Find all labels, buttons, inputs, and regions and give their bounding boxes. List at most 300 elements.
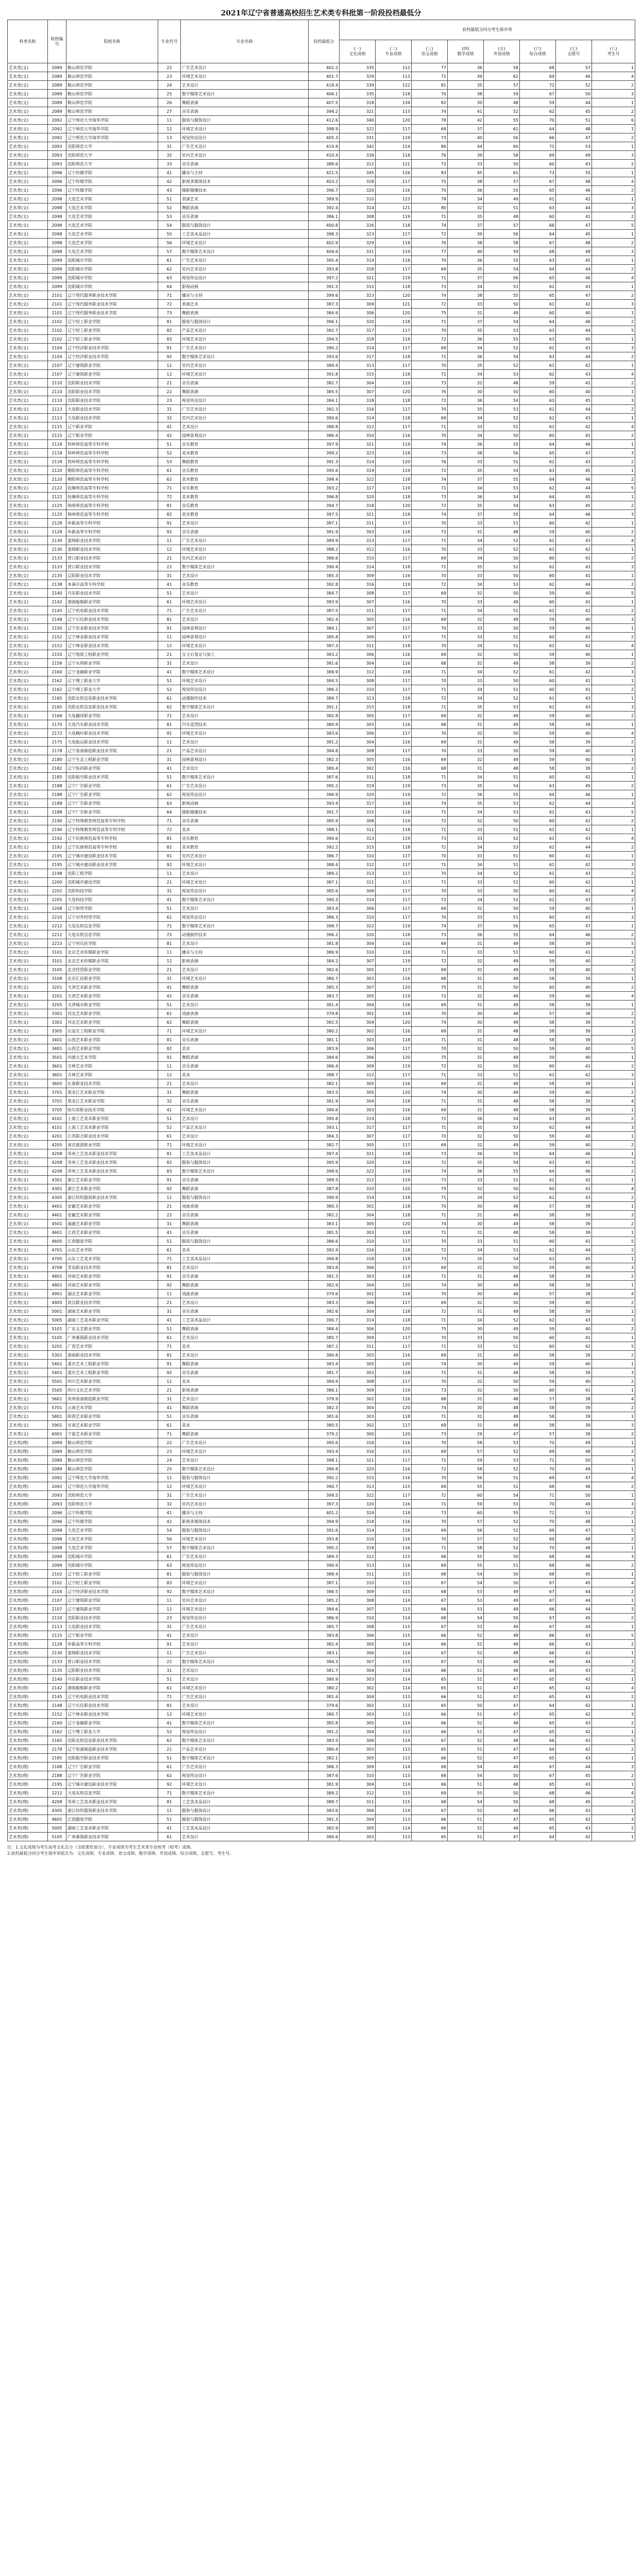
cell-wish-no: 50 bbox=[556, 1491, 592, 1500]
cell-professional: 118 bbox=[376, 641, 412, 650]
cell-major-name: 影视表演 bbox=[181, 1386, 309, 1395]
cell-total: 388.4 bbox=[309, 1570, 340, 1579]
header-category: 科类名称 bbox=[8, 20, 48, 63]
cell-major-code: 52 bbox=[158, 204, 181, 212]
cell-total: 381.5 bbox=[309, 1228, 340, 1237]
cell-exam-no: 2 bbox=[592, 457, 635, 466]
cell-professional: 117 bbox=[376, 1071, 412, 1079]
cell-foreign: 54 bbox=[484, 782, 520, 790]
cell-school-code: 5701 bbox=[48, 1403, 66, 1412]
cell-math: 33 bbox=[448, 422, 484, 431]
cell-total: 398.3 bbox=[309, 230, 340, 239]
cell-school-code: 4301 bbox=[48, 1184, 66, 1193]
cell-professional: 114 bbox=[376, 1806, 412, 1815]
cell-culture: 319 bbox=[340, 256, 376, 265]
cell-chinese: 73 bbox=[412, 1430, 448, 1438]
cell-culture: 314 bbox=[340, 204, 376, 212]
cell-math: 34 bbox=[448, 580, 484, 589]
cell-comprehensive: 64 bbox=[520, 790, 556, 799]
cell-school-name: 辽宁轻工职业学院 bbox=[66, 326, 158, 335]
cell-major-code: 41 bbox=[158, 983, 181, 992]
cell-exam-no: 2 bbox=[592, 528, 635, 536]
cell-total: 379.6 bbox=[309, 1290, 340, 1298]
cell-wish-no: 44 bbox=[556, 1596, 592, 1605]
cell-school-code: 2101 bbox=[48, 300, 66, 309]
cell-major-name: 舞蹈表演 bbox=[181, 1219, 309, 1228]
cell-school-code: 2190 bbox=[48, 817, 66, 825]
cell-total: 404.6 bbox=[309, 247, 340, 256]
cell-culture: 303 bbox=[340, 1272, 376, 1281]
cell-total: 383.5 bbox=[309, 1736, 340, 1745]
cell-culture: 311 bbox=[340, 519, 376, 528]
cell-comprehensive: 68 bbox=[520, 1798, 556, 1806]
cell-professional: 119 bbox=[376, 782, 412, 790]
cell-major-code: 21 bbox=[158, 1745, 181, 1754]
cell-professional: 116 bbox=[376, 1561, 412, 1570]
cell-category: 艺术类(文) bbox=[8, 274, 48, 282]
cell-wish-no: 47 bbox=[556, 1473, 592, 1482]
cell-math: 51 bbox=[448, 1815, 484, 1824]
cell-foreign: 53 bbox=[484, 1123, 520, 1132]
cell-major-name: 动漫制作技术 bbox=[181, 694, 309, 703]
cell-culture: 316 bbox=[340, 580, 376, 589]
cell-professional: 116 bbox=[376, 1465, 412, 1473]
cell-total: 383.9 bbox=[309, 598, 340, 606]
cell-exam-no: 3 bbox=[592, 1456, 635, 1465]
cell-professional: 116 bbox=[376, 1544, 412, 1552]
cell-math: 31 bbox=[448, 1036, 484, 1044]
cell-exam-no: 1 bbox=[592, 1255, 635, 1263]
cell-major-name: 环境艺术设计 bbox=[181, 1710, 309, 1719]
cell-exam-no: 1 bbox=[592, 1176, 635, 1184]
cell-professional: 114 bbox=[376, 1736, 412, 1745]
cell-foreign: 51 bbox=[484, 457, 520, 466]
cell-foreign: 61 bbox=[484, 168, 520, 177]
table-row bbox=[8, 1211, 635, 1219]
cell-foreign: 48 bbox=[484, 212, 520, 221]
cell-school-name: 辽宁城市建设职业技术学院 bbox=[66, 1780, 158, 1789]
cell-math: 36 bbox=[448, 396, 484, 405]
cell-foreign: 49 bbox=[484, 659, 520, 668]
cell-major-code: 71 bbox=[158, 1430, 181, 1438]
cell-category: 艺术类(文) bbox=[8, 1018, 48, 1027]
cell-culture: 302 bbox=[340, 764, 376, 773]
cell-chinese: 68 bbox=[412, 1762, 448, 1771]
cell-school-code: 2165 bbox=[48, 703, 66, 711]
cell-total: 396.9 bbox=[309, 790, 340, 799]
cell-chinese: 75 bbox=[412, 309, 448, 317]
cell-major-name: 数字媒体艺术设计 bbox=[181, 563, 309, 571]
cell-wish-no: 42 bbox=[556, 1071, 592, 1079]
cell-category: 艺术类(文) bbox=[8, 1316, 48, 1325]
cell-major-code: 21 bbox=[158, 878, 181, 887]
cell-chinese: 66 bbox=[412, 1815, 448, 1824]
cell-wish-no: 39 bbox=[556, 974, 592, 983]
cell-school-code: 2145 bbox=[48, 606, 66, 615]
cell-wish-no: 44 bbox=[556, 204, 592, 212]
cell-math: 38 bbox=[448, 239, 484, 247]
cell-total: 412.6 bbox=[309, 116, 340, 125]
cell-comprehensive: 58 bbox=[520, 720, 556, 729]
cell-exam-no: 2 bbox=[592, 1009, 635, 1018]
cell-school-code: 2188 bbox=[48, 799, 66, 808]
cell-wish-no: 48 bbox=[556, 239, 592, 247]
cell-foreign: 48 bbox=[484, 1202, 520, 1211]
cell-category: 艺术类(文) bbox=[8, 528, 48, 536]
cell-foreign: 50 bbox=[484, 1044, 520, 1053]
cell-wish-no: 40 bbox=[556, 957, 592, 965]
cell-chinese: 74 bbox=[412, 107, 448, 116]
cell-foreign: 50 bbox=[484, 1798, 520, 1806]
cell-chinese: 67 bbox=[412, 1649, 448, 1657]
cell-exam-no: 1 bbox=[592, 624, 635, 633]
cell-professional: 118 bbox=[376, 370, 412, 379]
cell-chinese: 73 bbox=[412, 449, 448, 457]
cell-wish-no: 41 bbox=[556, 1333, 592, 1342]
cell-exam-no: 3 bbox=[592, 615, 635, 624]
cell-chinese: 71 bbox=[412, 317, 448, 326]
cell-exam-no: 2 bbox=[592, 606, 635, 615]
cell-math: 56 bbox=[448, 1473, 484, 1482]
cell-wish-no: 43 bbox=[556, 1806, 592, 1815]
cell-school-code: 2113 bbox=[48, 1622, 66, 1631]
header-sub-label: 语文成绩 bbox=[421, 52, 438, 56]
cell-chinese: 71 bbox=[412, 1228, 448, 1237]
cell-total: 386.5 bbox=[309, 1587, 340, 1596]
cell-culture: 329 bbox=[340, 239, 376, 247]
cell-major-code: 71 bbox=[158, 711, 181, 720]
cell-professional: 114 bbox=[376, 1719, 412, 1727]
table-row bbox=[8, 414, 635, 422]
cell-total: 388.8 bbox=[309, 422, 340, 431]
cell-chinese: 65 bbox=[412, 1833, 448, 1841]
cell-comprehensive: 61 bbox=[520, 300, 556, 309]
cell-total: 380.9 bbox=[309, 1675, 340, 1684]
cell-math: 32 bbox=[448, 992, 484, 1001]
cell-math: 36 bbox=[448, 1149, 484, 1158]
cell-professional: 115 bbox=[376, 1771, 412, 1780]
table-row bbox=[8, 1438, 635, 1447]
cell-school-code: 2205 bbox=[48, 895, 66, 904]
cell-major-code: 91 bbox=[158, 344, 181, 352]
cell-foreign: 56 bbox=[484, 274, 520, 282]
cell-culture: 306 bbox=[340, 1806, 376, 1815]
cell-total: 394.2 bbox=[309, 107, 340, 116]
cell-exam-no: 1 bbox=[592, 1806, 635, 1815]
cell-total: 381.8 bbox=[309, 939, 340, 948]
cell-total: 381.1 bbox=[309, 1036, 340, 1044]
table-row bbox=[8, 212, 635, 221]
cell-school-name: 辽宁石化职业技术学院 bbox=[66, 615, 158, 624]
cell-total: 398.9 bbox=[309, 125, 340, 133]
cell-comprehensive: 65 bbox=[520, 186, 556, 195]
cell-school-code: 2122 bbox=[48, 493, 66, 501]
table-row bbox=[8, 1368, 635, 1377]
cell-major-name: 数字媒体艺术设计 bbox=[181, 1754, 309, 1762]
cell-chinese: 75 bbox=[412, 1184, 448, 1193]
cell-school-name: 内蒙古艺术学院 bbox=[66, 1053, 158, 1062]
cell-foreign: 48 bbox=[484, 1395, 520, 1403]
cell-total: 394.5 bbox=[309, 335, 340, 344]
cell-school-code: 2130 bbox=[48, 545, 66, 554]
cell-school-code: 2142 bbox=[48, 1684, 66, 1692]
cell-major-code: 22 bbox=[158, 1657, 181, 1666]
cell-category: 艺术类(文) bbox=[8, 729, 48, 738]
cell-comprehensive: 73 bbox=[520, 168, 556, 177]
cell-comprehensive: 64 bbox=[520, 440, 556, 449]
cell-school-code: 2102 bbox=[48, 317, 66, 326]
cell-total: 396.7 bbox=[309, 186, 340, 195]
cell-major-name: 数字媒体艺术设计 bbox=[181, 352, 309, 361]
cell-comprehensive: 58 bbox=[520, 1036, 556, 1044]
cell-professional: 117 bbox=[376, 1456, 412, 1465]
cell-major-code: 81 bbox=[158, 615, 181, 624]
cell-professional: 119 bbox=[376, 133, 412, 142]
cell-school-name: 鞍山师范学院 bbox=[66, 90, 158, 98]
table-row bbox=[8, 633, 635, 641]
cell-professional: 118 bbox=[376, 799, 412, 808]
cell-major-name: 产品艺术设计 bbox=[181, 1745, 309, 1754]
cell-comprehensive: 61 bbox=[520, 536, 556, 545]
table-row bbox=[8, 1596, 635, 1605]
cell-major-code: 61 bbox=[158, 1762, 181, 1771]
cell-comprehensive: 59 bbox=[520, 729, 556, 738]
cell-comprehensive: 58 bbox=[520, 939, 556, 948]
cell-major-code: 73 bbox=[158, 309, 181, 317]
cell-foreign: 49 bbox=[484, 957, 520, 965]
cell-category: 艺术类(文) bbox=[8, 1053, 48, 1062]
cell-school-code: 2185 bbox=[48, 1754, 66, 1762]
cell-professional: 118 bbox=[376, 773, 412, 782]
cell-major-name: 艺术设计 bbox=[181, 81, 309, 90]
cell-category: 艺术类(文) bbox=[8, 1141, 48, 1149]
cell-foreign: 52 bbox=[484, 1535, 520, 1544]
cell-foreign: 48 bbox=[484, 764, 520, 773]
cell-total: 395.8 bbox=[309, 1114, 340, 1123]
cell-foreign: 52 bbox=[484, 694, 520, 703]
table-row bbox=[8, 1789, 635, 1798]
cell-school-code: 2152 bbox=[48, 641, 66, 650]
cell-wish-no: 39 bbox=[556, 1272, 592, 1281]
cell-foreign: 50 bbox=[484, 1614, 520, 1622]
cell-wish-no: 47 bbox=[556, 449, 592, 457]
cell-total: 405.3 bbox=[309, 133, 340, 142]
cell-major-code: 32 bbox=[158, 414, 181, 422]
table-row bbox=[8, 160, 635, 168]
cell-major-code: 92 bbox=[158, 860, 181, 869]
cell-major-name: 园林景观设计 bbox=[181, 431, 309, 440]
cell-school-name: 辽宁城市建设职业技术学院 bbox=[66, 860, 158, 869]
cell-exam-no: 3 bbox=[592, 247, 635, 256]
cell-chinese: 70 bbox=[412, 1009, 448, 1018]
cell-total: 391.8 bbox=[309, 370, 340, 379]
cell-school-code: 2168 bbox=[48, 711, 66, 720]
cell-chinese: 70 bbox=[412, 641, 448, 650]
cell-exam-no: 3 bbox=[592, 300, 635, 309]
cell-foreign: 48 bbox=[484, 98, 520, 107]
cell-school-code: 2192 bbox=[48, 834, 66, 843]
cell-chinese: 70 bbox=[412, 598, 448, 606]
cell-major-code: 51 bbox=[158, 440, 181, 449]
cell-major-code: 11 bbox=[158, 738, 181, 747]
cell-professional: 117 bbox=[376, 265, 412, 274]
cell-school-code: 4101 bbox=[48, 1123, 66, 1132]
cell-foreign: 51 bbox=[484, 1473, 520, 1482]
cell-total: 382.7 bbox=[309, 379, 340, 387]
cell-foreign: 50 bbox=[484, 431, 520, 440]
cell-math: 38 bbox=[448, 90, 484, 98]
cell-school-code: 2192 bbox=[48, 843, 66, 852]
cell-major-code: 51 bbox=[158, 1675, 181, 1684]
cell-total: 382.3 bbox=[309, 755, 340, 764]
cell-professional: 118 bbox=[376, 396, 412, 405]
cell-school-name: 营口职业技术学院 bbox=[66, 554, 158, 563]
cell-foreign: 62 bbox=[484, 72, 520, 81]
cell-total: 389.9 bbox=[309, 195, 340, 204]
cell-category: 艺术类(文) bbox=[8, 510, 48, 519]
cell-major-name: 环境艺术设计 bbox=[181, 1579, 309, 1587]
cell-school-code: 2098 bbox=[48, 221, 66, 230]
table-row bbox=[8, 1456, 635, 1465]
cell-school-code: 4101 bbox=[48, 1114, 66, 1123]
cell-total: 406.1 bbox=[309, 90, 340, 98]
cell-school-code: 2101 bbox=[48, 291, 66, 300]
table-row bbox=[8, 1798, 635, 1806]
cell-math: 33 bbox=[448, 633, 484, 641]
cell-school-name: 山西艺术职业学院 bbox=[66, 1036, 158, 1044]
cell-foreign: 47 bbox=[484, 1675, 520, 1684]
cell-comprehensive: 61 bbox=[520, 869, 556, 878]
cell-chinese: 69 bbox=[412, 939, 448, 948]
cell-exam-no: 5 bbox=[592, 1044, 635, 1053]
cell-wish-no: 48 bbox=[556, 1447, 592, 1456]
cell-school-name: 盘锦职业技术学院 bbox=[66, 1649, 158, 1657]
cell-professional: 119 bbox=[376, 922, 412, 930]
cell-major-code: 12 bbox=[158, 641, 181, 650]
cell-foreign: 53 bbox=[484, 1246, 520, 1255]
cell-professional: 118 bbox=[376, 1097, 412, 1106]
cell-culture: 312 bbox=[340, 1071, 376, 1079]
cell-chinese: 72 bbox=[412, 694, 448, 703]
cell-category: 艺术类(文) bbox=[8, 519, 48, 528]
cell-total: 383.2 bbox=[309, 650, 340, 659]
cell-comprehensive: 62 bbox=[520, 1123, 556, 1132]
table-row bbox=[8, 1333, 635, 1342]
cell-major-name: 摄影摄像技术 bbox=[181, 186, 309, 195]
cell-major-name: 美术 bbox=[181, 825, 309, 834]
cell-math: 39 bbox=[448, 72, 484, 81]
cell-category: 艺术类(文) bbox=[8, 405, 48, 414]
cell-category: 艺术类(文) bbox=[8, 1184, 48, 1193]
cell-category: 艺术类(理) bbox=[8, 1517, 48, 1526]
header-sub-index: (二) bbox=[390, 46, 397, 51]
cell-major-code: 91 bbox=[158, 1640, 181, 1649]
cell-wish-no: 42 bbox=[556, 195, 592, 204]
cell-major-name: 环境艺术设计 bbox=[181, 1482, 309, 1491]
cell-comprehensive: 61 bbox=[520, 1176, 556, 1184]
cell-school-code: 2188 bbox=[48, 790, 66, 799]
cell-comprehensive: 62 bbox=[520, 703, 556, 711]
cell-math: 33 bbox=[448, 300, 484, 309]
cell-category: 艺术类(文) bbox=[8, 1368, 48, 1377]
cell-culture: 311 bbox=[340, 1798, 376, 1806]
cell-total: 381.7 bbox=[309, 1368, 340, 1377]
cell-chinese: 73 bbox=[412, 1176, 448, 1184]
cell-chinese: 67 bbox=[412, 1596, 448, 1605]
cell-school-code: 6001 bbox=[48, 1430, 66, 1438]
header-sub-3 bbox=[412, 40, 448, 63]
cell-category: 艺术类(文) bbox=[8, 168, 48, 177]
table-row bbox=[8, 1149, 635, 1158]
cell-chinese: 77 bbox=[412, 247, 448, 256]
cell-culture: 309 bbox=[340, 1333, 376, 1342]
cell-total: 381.9 bbox=[309, 528, 340, 536]
cell-professional: 118 bbox=[376, 352, 412, 361]
table-row bbox=[8, 1018, 635, 1027]
cell-major-name: 数字媒体艺术设计 bbox=[181, 1167, 309, 1176]
table-row bbox=[8, 1298, 635, 1307]
cell-school-code: 2215 bbox=[48, 939, 66, 948]
cell-exam-no: 3 bbox=[592, 1500, 635, 1509]
cell-professional: 117 bbox=[376, 536, 412, 545]
cell-professional: 118 bbox=[376, 1202, 412, 1211]
cell-exam-no: 1 bbox=[592, 720, 635, 729]
cell-category: 艺术类(文) bbox=[8, 641, 48, 650]
cell-exam-no: 2 bbox=[592, 133, 635, 142]
cell-comprehensive: 57 bbox=[520, 1395, 556, 1403]
cell-category: 艺术类(理) bbox=[8, 1605, 48, 1614]
cell-category: 艺术类(文) bbox=[8, 195, 48, 204]
cell-exam-no: 4 bbox=[592, 177, 635, 186]
table-row bbox=[8, 1649, 635, 1657]
cell-school-code: 2133 bbox=[48, 1657, 66, 1666]
cell-school-name: 朝阳师范高等专科学校 bbox=[66, 475, 158, 484]
table-row bbox=[8, 1395, 635, 1403]
cell-foreign: 51 bbox=[484, 519, 520, 528]
cell-exam-no: 2 bbox=[592, 160, 635, 168]
cell-culture: 309 bbox=[340, 1762, 376, 1771]
cell-school-name: 鞍山师范学院 bbox=[66, 1465, 158, 1473]
cell-professional: 117 bbox=[376, 125, 412, 133]
cell-major-code: 81 bbox=[158, 317, 181, 326]
cell-comprehensive: 58 bbox=[520, 974, 556, 983]
cell-chinese: 69 bbox=[412, 125, 448, 133]
cell-school-code: 2093 bbox=[48, 142, 66, 151]
cell-chinese: 70 bbox=[412, 1473, 448, 1482]
table-row bbox=[8, 422, 635, 431]
table-row bbox=[8, 1036, 635, 1044]
cell-major-name: 音乐表演 bbox=[181, 528, 309, 536]
cell-major-code: 41 bbox=[158, 668, 181, 676]
cell-total: 381.9 bbox=[309, 1097, 340, 1106]
cell-comprehensive: 59 bbox=[520, 98, 556, 107]
cell-professional: 119 bbox=[376, 379, 412, 387]
cell-math: 32 bbox=[448, 1079, 484, 1088]
cell-school-code: 3705 bbox=[48, 1106, 66, 1114]
cell-wish-no: 45 bbox=[556, 1579, 592, 1587]
cell-comprehensive: 60 bbox=[520, 1342, 556, 1351]
cell-foreign: 51 bbox=[484, 641, 520, 650]
cell-major-name: 环境艺术设计 bbox=[181, 335, 309, 344]
cell-wish-no: 40 bbox=[556, 729, 592, 738]
cell-chinese: 71 bbox=[412, 606, 448, 615]
cell-culture: 317 bbox=[340, 799, 376, 808]
cell-major-code: 32 bbox=[158, 151, 181, 160]
cell-category: 艺术类(文) bbox=[8, 720, 48, 729]
cell-math: 35 bbox=[448, 405, 484, 414]
header-sub-8 bbox=[592, 40, 635, 63]
cell-exam-no: 1 bbox=[592, 168, 635, 177]
